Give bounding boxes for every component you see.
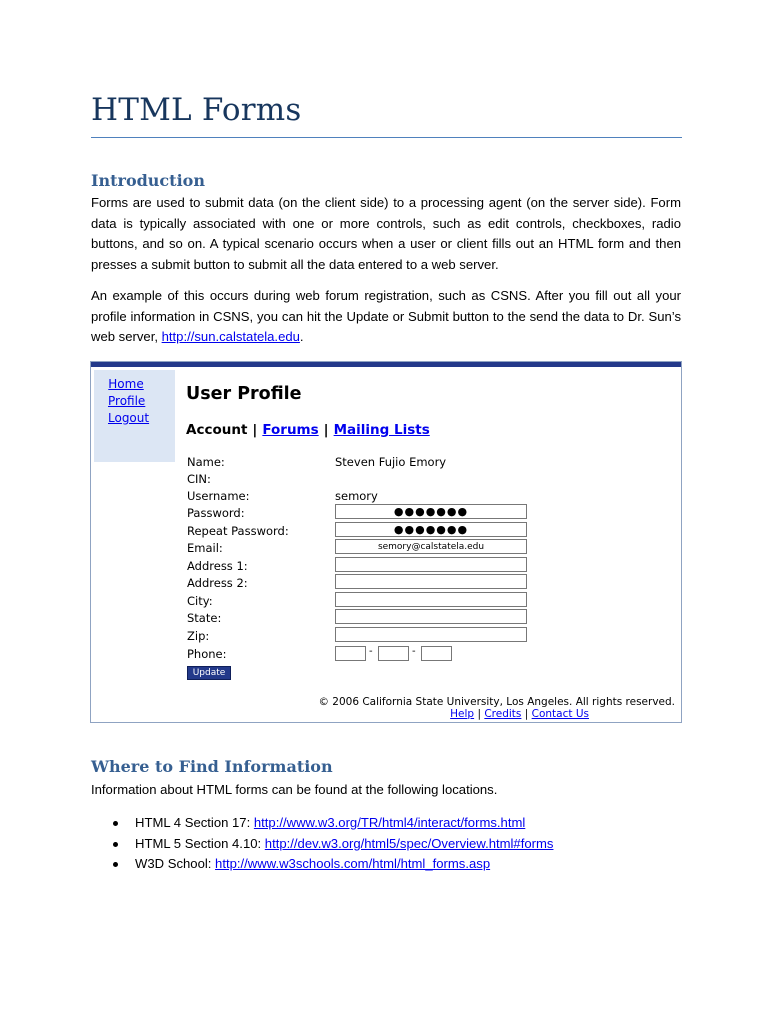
screenshot-sidebar xyxy=(94,370,175,462)
footer-separator: | xyxy=(477,708,481,720)
address1-label: Address 1: xyxy=(187,559,248,573)
w3schools-forms-link[interactable]: http://www.w3schools.com/html/html_forms.asp xyxy=(215,856,491,871)
footer-link-help[interactable]: Help xyxy=(450,708,475,720)
tab-forums[interactable]: Forums xyxy=(262,422,319,438)
intro-line: An example of this occurs during web forum registration, such as CSNS. After you fill out all your profile xyxy=(91,288,681,324)
bullet-icon xyxy=(113,842,118,847)
sidebar-item-home[interactable]: Home xyxy=(108,377,144,391)
intro-line: information in CSNS, you can hit the Update or Submit button to the send the data to Dr. Sun’s web xyxy=(91,308,681,344)
name-label: Name: xyxy=(187,455,225,469)
username-value: semory xyxy=(335,489,378,503)
intro-line: Forms are used to submit data (on the client side) to a processing agent (on the server side). Form data xyxy=(91,195,681,231)
sidebar-item-logout[interactable]: Logout xyxy=(108,411,150,425)
state-field[interactable] xyxy=(335,609,527,624)
list-item xyxy=(91,813,553,834)
repeat-password-label: Repeat Password: xyxy=(187,524,289,538)
page-title: HTML Forms xyxy=(91,92,302,128)
where-to-find-intro: Information about HTML forms can be found at the following locations. xyxy=(91,782,498,797)
phone-dash: - xyxy=(412,646,416,657)
tab-separator: | xyxy=(323,422,329,438)
screenshot-top-bar xyxy=(91,362,681,367)
list-item xyxy=(91,834,553,855)
email-label: Email: xyxy=(187,541,223,555)
resource-list xyxy=(91,813,553,875)
username-label: Username: xyxy=(187,489,250,503)
phone-line-field[interactable] xyxy=(421,646,452,661)
bullet-icon xyxy=(113,862,118,867)
phone-dash: - xyxy=(369,646,373,657)
repeat-password-field[interactable]: ●●●●●●● xyxy=(335,522,527,537)
intro-line: button to submit all the data entered to a web server. xyxy=(193,256,499,272)
zip-label: Zip: xyxy=(187,629,210,643)
password-field[interactable]: ●●●●●●● xyxy=(335,504,527,519)
introduction-paragraph-2 xyxy=(91,286,681,348)
html4-forms-link[interactable]: http://www.w3.org/TR/html4/interact/forms.html xyxy=(253,815,526,830)
footer-link-credits[interactable]: Credits xyxy=(484,708,522,720)
city-field[interactable] xyxy=(335,592,527,607)
sun-calstatela-link[interactable]: http://sun.calstatela.edu xyxy=(161,329,300,344)
list-item-label: HTML 5 Section 4.10: xyxy=(135,835,265,851)
state-label: State: xyxy=(187,611,222,625)
address2-field[interactable] xyxy=(335,574,527,589)
user-profile-screenshot xyxy=(90,361,682,723)
intro-line: server, xyxy=(118,329,162,344)
profile-tabs xyxy=(186,422,430,438)
address2-label: Address 2: xyxy=(187,576,248,590)
email-field[interactable] xyxy=(335,539,527,554)
update-button[interactable]: Update xyxy=(187,666,231,680)
phone-prefix-field[interactable] xyxy=(378,646,409,661)
tab-separator: | xyxy=(252,422,258,438)
phone-area-field[interactable] xyxy=(335,646,366,661)
list-item xyxy=(91,854,553,875)
intro-suffix: . xyxy=(299,329,304,344)
intro-line: so on. A typical scenario occurs when a user or client fills out an HTML form and then presses a submit xyxy=(91,236,682,272)
where-to-find-heading: Where to Find Information xyxy=(91,757,333,776)
zip-field[interactable] xyxy=(335,627,527,642)
bullet-icon xyxy=(113,821,118,826)
sidebar-item-profile[interactable]: Profile xyxy=(108,394,146,408)
footer-links xyxy=(450,708,589,720)
cin-label: CIN: xyxy=(187,472,211,486)
list-item-label: W3D School: xyxy=(135,856,216,871)
introduction-heading: Introduction xyxy=(91,171,205,190)
city-label: City: xyxy=(187,594,213,608)
html5-forms-link[interactable]: http://dev.w3.org/html5/spec/Overview.html#forms xyxy=(264,835,554,851)
introduction-paragraph-1 xyxy=(91,193,681,275)
user-profile-heading: User Profile xyxy=(186,384,302,404)
tab-mailing-lists[interactable]: Mailing Lists xyxy=(333,422,430,438)
intro-line: is typically associated with one or more controls, such as edit controls, checkboxes, radio buttons, and xyxy=(91,215,681,251)
copyright-text: © 2006 California State University, Los Angeles. All rights reserved. xyxy=(318,696,675,708)
list-item-label: HTML 4 Section 17: xyxy=(135,815,254,830)
name-value: Steven Fujio Emory xyxy=(335,455,447,469)
address1-field[interactable] xyxy=(335,557,527,572)
tab-account[interactable]: Account xyxy=(186,422,248,438)
title-divider xyxy=(91,137,682,138)
phone-label: Phone: xyxy=(187,647,227,661)
footer-link-contact-us[interactable]: Contact Us xyxy=(531,708,589,720)
password-label: Password: xyxy=(187,506,245,520)
footer-separator: | xyxy=(524,708,529,720)
